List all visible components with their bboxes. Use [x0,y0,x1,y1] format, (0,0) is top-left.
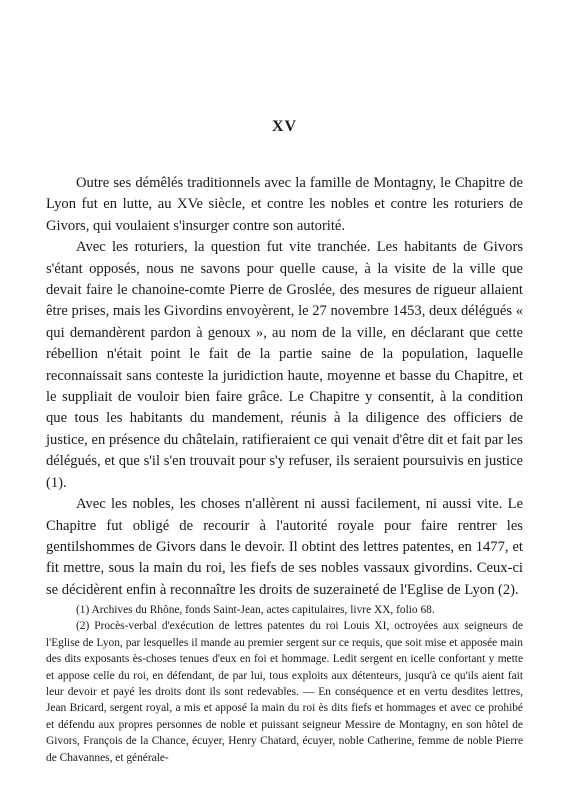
paragraph: Outre ses démêlés traditionnels avec la famille de Montagny, le Chapitre de Lyon fut en lutte, au XVe siècle, et contre les nobles et contre les roturiers de Givors, qui voulaient s'insurger contre son autorité. [46,175,523,234]
main-text [46,173,523,601]
footnotes [46,602,523,766]
footnote: (2) Procès-verbal d'exécution de lettres patentes du roi Louis XI, octroyées aux seigneurs de l'Eglise de Lyon, par lesquelles il mande au premier sergent sur ce requis, que soit mise et apposée main des dits exposants ès-choses tenues d'eux en foi et hommage. Ledit sergent en icelle confortant y mette et appose celle du roi, en défendant, de par lui, tous exploits aux détenteurs, jusqu'à ce qu'ils aient fait leur devoir et payé les droits dont ils sont redevables. — En conséquence et en vertu desdites lettres, Jean Bricard, sergent royal, a mis et apposé la main du roi ès dits fiefs et hommages et avec ce prohibé et défendu aux propres personnes de noble et puissant seigneur Messire de Montagny, en son hôtel de Givors, François de la Chance, écuyer, Henry Chatard, écuyer, noble Catherine, femme de noble Pierre de Chavannes, et générale- [46,620,523,764]
footnote: (1) Archives du Rhône, fonds Saint-Jean, actes capitulaires, livre XX, folio 68. [76,604,435,616]
chapter-number: XV [271,118,298,135]
paragraph: Avec les nobles, les choses n'allèrent ni aussi facilement, ni aussi vite. Le Chapitre fut obligé de recourir à l'autorité royale pour faire rentrer les gentilshommes de Givors dans le devoir. Il obtint des lettres patentes, en 1477, et fit mettre, sous la main du roi, les fiefs de ses nobles vassaux givordins. Ceux-ci se décidèrent enfin à reconnaître les droits de suzeraineté de l'Eglise de Lyon (2). [46,496,523,598]
paragraph: Avec les roturiers, la question fut vite tranchée. Les habitants de Givors s'étant opposés, nous ne savons pour quelle cause, à la visite de la ville que devait faire le chanoine-comte Pierre de Groslée, des mesures de rigueur allaient être prises, mais les Givordins envoyèrent, le 27 novembre 1453, deux délégués « qui demandèrent pardon à genoux », au nom de la ville, en déclarant que cette rébellion n'était point le fait de la partie saine de la population, laquelle reconnaissait sans conteste la juridiction haute, moyenne et basse du Chapitre, et le suppliait de vouloir bien faire grâce. Le Chapitre y consentit, à la condition que tous les habitants du mandement, réunis à la diligence des officiers de justice, en présence du châtelain, ratifieraient ce qui venait d'être dit et fait par les délégués, et que s'il s'en trouvait pour s'y refuser, ils seraient poursuivis en justice (1). [46,239,524,491]
